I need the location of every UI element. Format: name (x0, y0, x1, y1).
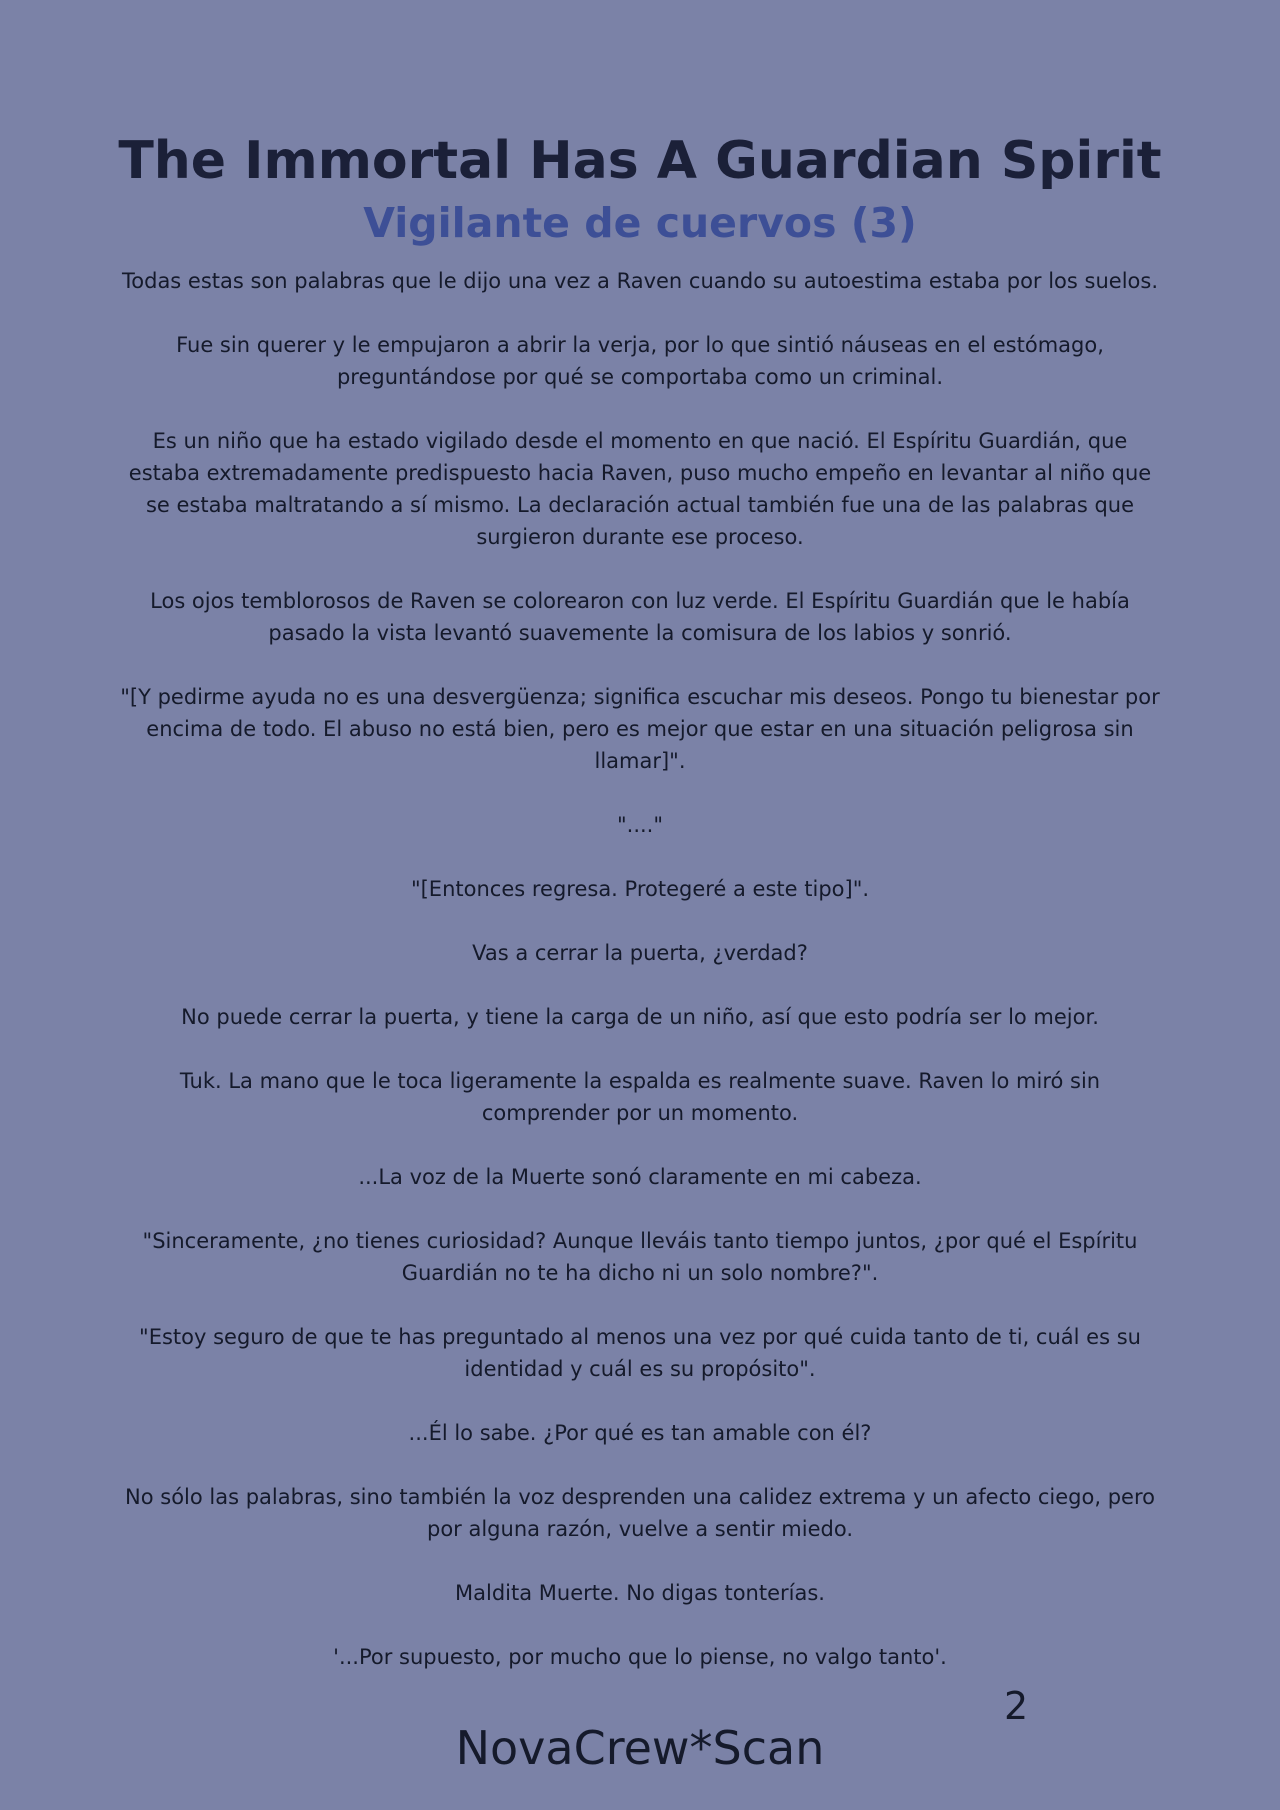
document-title: The Immortal Has A Guardian Spirit (118, 131, 1162, 191)
body-text (120, 265, 1160, 1705)
scanlation-credit: NovaCrew*Scan (455, 1721, 825, 1775)
paragraph: No puede cerrar la puerta, y tiene la carga de un niño, así que esto podría ser lo mejor. (181, 1005, 1099, 1029)
paragraph: Fue sin querer y le empujaron a abrir la verja, por lo que sintió náuseas en el estómago, preguntándose por qué se comportaba como un criminal. (176, 333, 1104, 389)
paragraph: Maldita Muerte. No digas tonterías. (455, 1581, 825, 1605)
chapter-subtitle: Vigilante de cuervos (3) (363, 199, 917, 247)
paragraph: '...Por supuesto, por mucho que lo piense, no valgo tanto'. (333, 1645, 947, 1669)
paragraph: Los ojos temblorosos de Raven se colorearon con luz verde. El Espíritu Guardián que le había pasado la vista levantó suavemente la comisura de los labios y sonrió. (150, 589, 1130, 645)
page-number: 2 (1004, 1684, 1029, 1728)
paragraph: Es un niño que ha estado vigilado desde el momento en que nació. El Espíritu Guardián, que estaba extremadamente predispuesto hacia Raven, puso mucho empeño en levantar al niño que se estaba maltratando a sí mismo. La declaración actual también fue una de las palabras que surgieron durante ese proceso. (128, 429, 1152, 549)
paragraph: Vas a cerrar la puerta, ¿verdad? (472, 941, 808, 965)
paragraph: "Sinceramente, ¿no tienes curiosidad? Aunque lleváis tanto tiempo juntos, ¿por qué el Espíritu Guardián no te ha dicho ni un solo nombre?". (142, 1229, 1138, 1285)
paragraph: "[Y pedirme ayuda no es una desvergüenza; significa escuchar mis deseos. Pongo tu bienestar por encima de todo. El abuso no está bien, pero es mejor que estar en una situación peligrosa sin llamar]". (120, 685, 1160, 773)
paragraph: "Estoy seguro de que te has preguntado al menos una vez por qué cuida tanto de ti, cuál es su identidad y cuál es su propósito". (139, 1325, 1141, 1381)
paragraph: ...Él lo sabe. ¿Por qué es tan amable con él? (408, 1421, 872, 1445)
paragraph: "...." (616, 813, 664, 837)
paragraph: ...La voz de la Muerte sonó claramente en mi cabeza. (358, 1165, 922, 1189)
paragraph: No sólo las palabras, sino también la voz desprenden una calidez extrema y un afecto ciego, pero por alguna razón, vuelve a sentir miedo. (125, 1485, 1155, 1541)
paragraph: "[Entonces regresa. Protegeré a este tipo]". (410, 877, 870, 901)
paragraph: Tuk. La mano que le toca ligeramente la espalda es realmente suave. Raven lo miró sin comprender por un momento. (179, 1069, 1101, 1125)
paragraph: Todas estas son palabras que le dijo una vez a Raven cuando su autoestima estaba por los suelos. (122, 269, 1158, 293)
